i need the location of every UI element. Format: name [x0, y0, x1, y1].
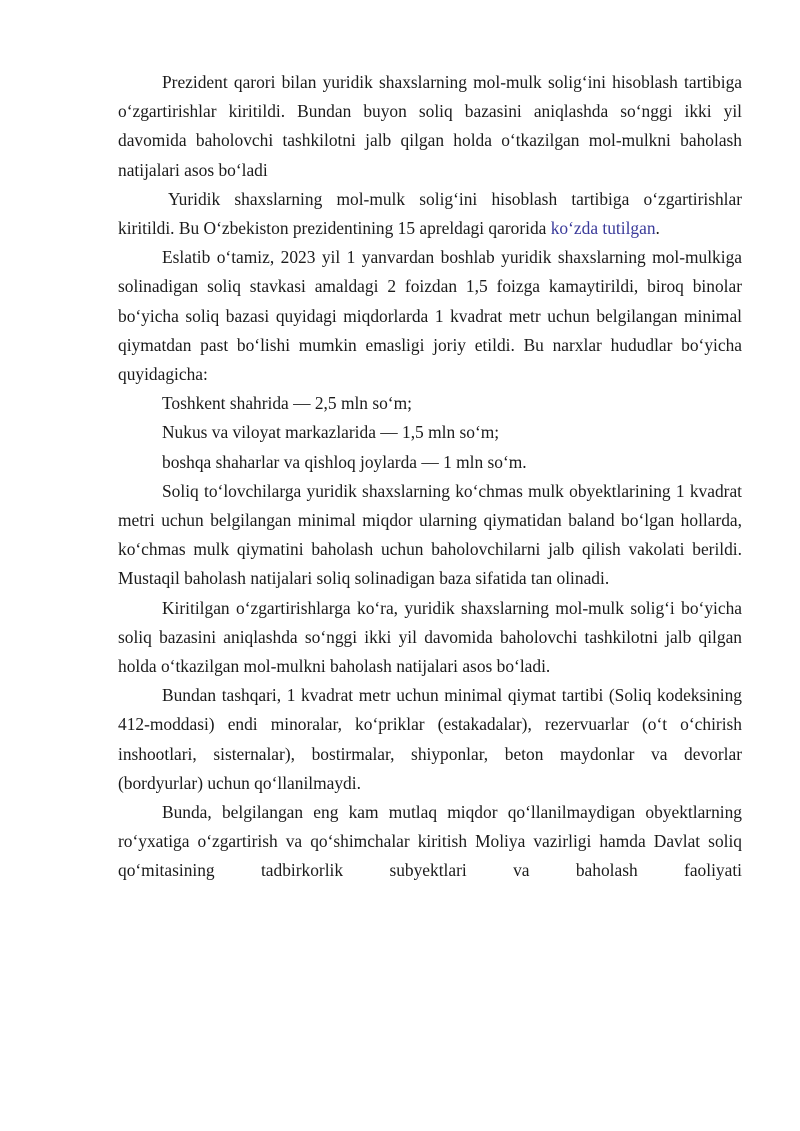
paragraph-1: Prezident qarori bilan yuridik shaxslarning mol-mulk solig‘ini hisoblash tartibiga o‘zgartirishlar kiritildi. Bundan buyon soliq bazasini aniqlashda so‘nggi ikki yil davomida baholovchi tashkilotni jalb qilgan holda o‘tkazilgan mol-mulkni baholash natijalari asos bo‘ladi — [118, 72, 742, 180]
paragraph-5: Kiritilgan o‘zgartirishlarga ko‘ra, yuridik shaxslarning mol-mulk solig‘i bo‘yicha soliq bazasini aniqlashda so‘nggi ikki yil davomida baholovchi tashkilotni jalb qilgan holda o‘tkazilgan mol-mulkni baholash natijalari asos bo‘ladi. — [118, 597, 742, 677]
paragraph-4: Soliq to‘lovchilarga yuridik shaxslarning ko‘chmas mulk obyektlarining 1 kvadrat metri uchun belgilangan minimal miqdor ularning qiymatidan baland bo‘lgan hollarda, ko‘chmas mulk qiymatini baholash uchun baholovchilarni jalb qilish vakolati berildi. Mustaqil baholash natijalari soliq solinadigan baza sifatida tan olinadi. — [118, 480, 742, 589]
paragraph-6: Bundan tashqari, 1 kvadrat metr uchun minimal qiymat tartibi (Soliq kodeksining 412-moddasi) endi minoralar, ko‘priklar (estakadalar), rezervuarlar (o‘t o‘chirish inshootlari, sisternalar), bostirmalar, shiyponlar, beton maydonlar va devorlar (bordyurlar) uchun qo‘llanilmaydi. — [118, 685, 742, 793]
source-link[interactable]: ko‘zda tutilgan — [550, 218, 656, 239]
paragraph-2 — [118, 185, 742, 243]
list-item-tashkent: Toshkent shahrida — 2,5 mln so‘m; — [162, 393, 412, 414]
document-page — [118, 68, 742, 886]
list-item-nukus: Nukus va viloyat markazlarida — 1,5 mln so‘m; — [162, 422, 500, 443]
list-item-other-cities: boshqa shaharlar va qishloq joylarda — 1 mln so‘m. — [162, 451, 527, 472]
paragraph-7: Bunda, belgilangan eng kam mutlaq miqdor qo‘llanilmaydigan obyektlarning ro‘yxatiga o‘zgartirish va qo‘shimchalar kiritish Moliya vazirligi hamda Davlat soliq qo‘mitasining tadbirkorlik subyektlari va baholash faoliyati — [118, 802, 742, 881]
paragraph-2-end: . — [655, 218, 660, 239]
paragraph-3: Eslatib o‘tamiz, 2023 yil 1 yanvardan boshlab yuridik shaxslarning mol-mulkiga solinadigan soliq stavkasi amaldagi 2 foizdan 1,5 foizga kamaytirildi, biroq binolar bo‘yicha soliq bazasi quyidagi miqdorlarda 1 kvadrat metr uchun belgilangan minimal qiymatdan past bo‘lishi mumkin emasligi joriy etildi. Bu narxlar hududlar bo‘yicha quyidagicha: — [118, 247, 742, 385]
paragraph-2-text: Yuridik shaxslarning mol-mulk solig‘ini hisoblash tartibiga o‘zgartirishlar kiritildi. Bu O‘zbekiston prezidentining 15 apreldagi qarorida — [118, 188, 742, 239]
